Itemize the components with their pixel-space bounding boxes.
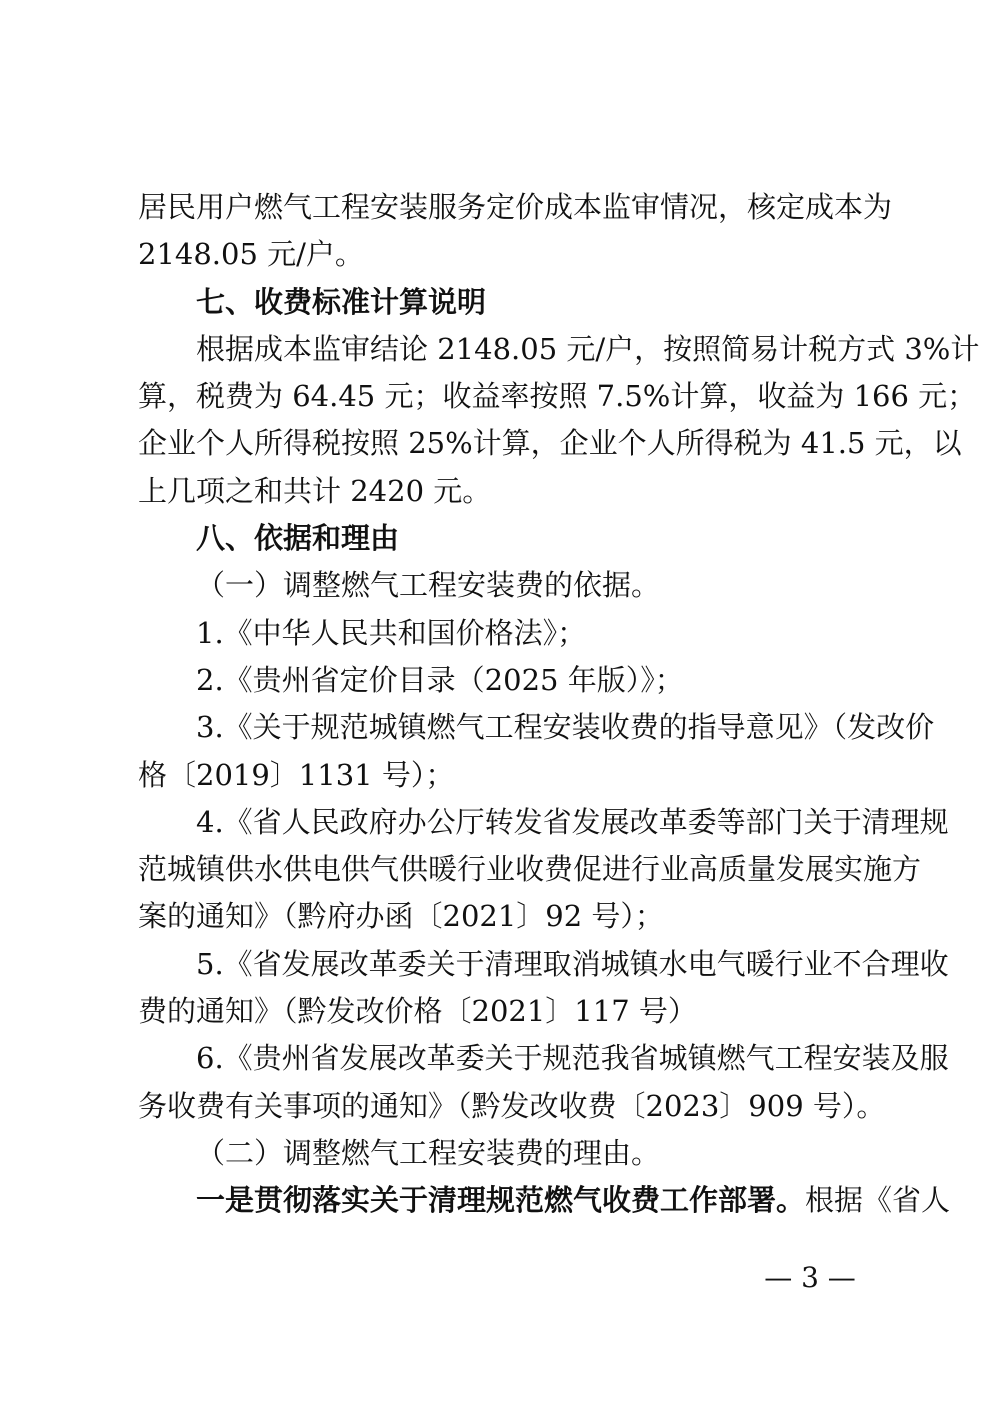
document-body	[138, 184, 980, 1225]
page-number: — 3 —	[764, 1261, 856, 1294]
list-item: 1.《中华人民共和国价格法》；	[196, 615, 587, 650]
list-item: 4.《省人民政府办公厅转发省发展改革委等部门关于清理规	[196, 804, 949, 839]
list-item: 6.《贵州省发展改革委关于规范我省城镇燃气工程安装及服	[196, 1041, 949, 1076]
subsection-heading: （一）调整燃气工程安装费的依据。	[196, 568, 661, 603]
text-line: 算，税费为 64.45 元；收益率按照 7.5%计算，收益为 166 元；	[138, 379, 977, 414]
section-heading: 八、依据和理由	[196, 521, 400, 556]
list-item: 5.《省发展改革委关于清理取消城镇水电气暖行业不合理收	[196, 946, 949, 981]
text-line: 根据成本监审结论 2148.05 元/户，按照简易计税方式 3%计	[196, 331, 980, 366]
list-item-continuation: 费的通知》（黔发改价格〔2021〕117 号）	[138, 994, 697, 1029]
list-item-continuation: 务收费有关事项的通知》（黔发改收费〔2023〕909 号）。	[138, 1088, 886, 1123]
list-item: 3.《关于规范城镇燃气工程安装收费的指导意见》（发改价	[196, 710, 935, 745]
text-line: 居民用户燃气工程安装服务定价成本监审情况，核定成本为	[138, 190, 893, 224]
section-heading: 七、收费标准计算说明	[196, 284, 487, 319]
list-item-continuation: 案的通知》（黔府办函〔2021〕92 号）；	[138, 899, 664, 934]
text-line	[138, 1177, 951, 1224]
list-item-continuation: 格〔2019〕1131 号）；	[138, 757, 455, 792]
bold-lead-text: 一是贯彻落实关于清理规范燃气收费工作部署。	[196, 1183, 806, 1218]
text-line: 2148.05 元/户。	[138, 237, 364, 272]
text-line: 企业个人所得税按照 25%计算，企业个人所得税为 41.5 元，以	[138, 426, 962, 461]
list-item: 2.《贵州省定价目录（2025 年版）》；	[196, 662, 684, 697]
text-continuation: 根据《省人	[805, 1183, 951, 1218]
subsection-heading: （二）调整燃气工程安装费的理由。	[196, 1135, 661, 1170]
text-line: 上几项之和共计 2420 元。	[138, 473, 492, 508]
list-item-continuation: 范城镇供水供电供气供暖行业收费促进行业高质量发展实施方	[138, 852, 922, 887]
